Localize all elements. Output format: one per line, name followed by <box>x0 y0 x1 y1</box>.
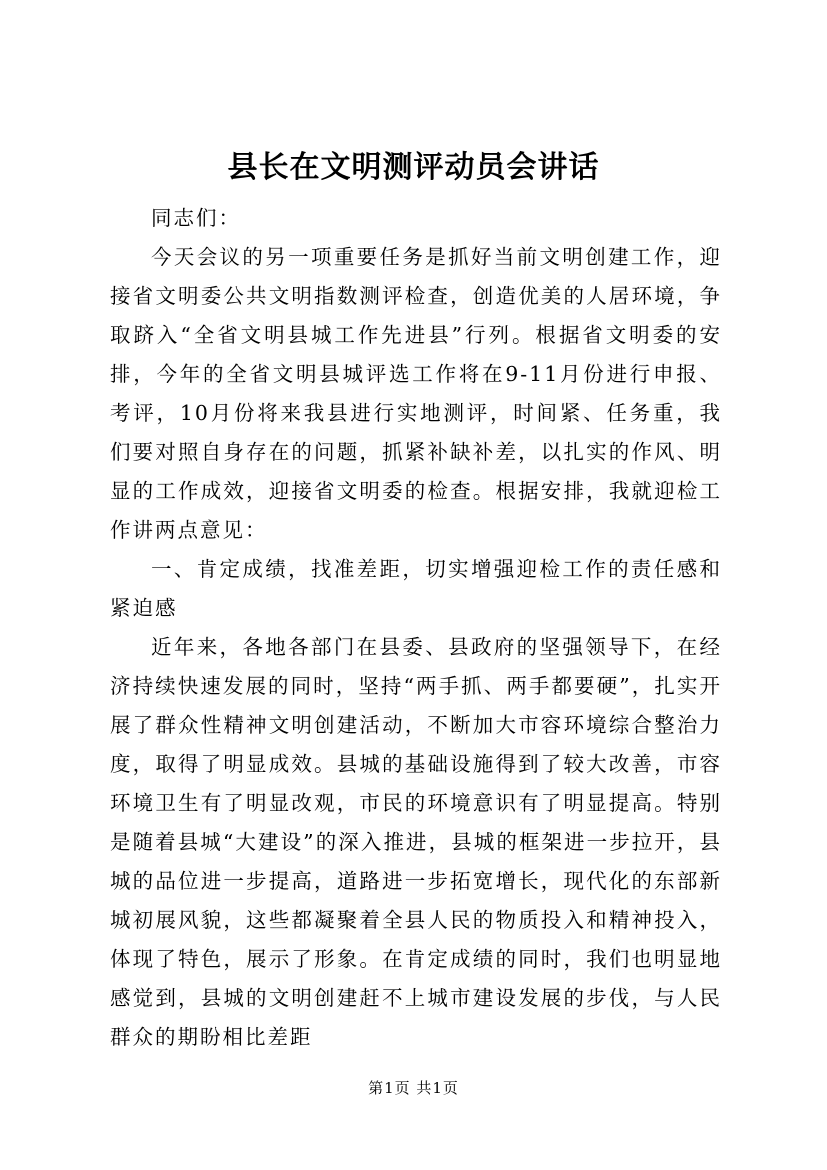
greeting: 同志们： <box>151 206 241 230</box>
document-title: 县长在文明测评动员会讲话 <box>227 150 600 185</box>
paragraph-2: 近年来，各地各部门在县委、县政府的坚强领导下，在经济持续快速发展的同时，坚持“两手抓、两手都要硬”，扎实开展了群众性精神文明创建活动，不断加大市容环境综合整治力度，取得了明显成效。县城的基础设施得到了较大改善，市容环境卫生有了明显改观，市民的环境意识有了明显提高。特别是随着县城“大建设”的深入推进，县城的框架进一步拉开，县城的品位进一步提高，道路进一步拓宽增长，现代化的东部新城初展风貌，这些都凝聚着全县人民的物质投入和精神投入，体现了特色，展示了形象。在肯定成绩的同时，我们也明显地感觉到，县城的文明创建赶不上城市建设发展的步伐，与人民群众的期盼相比差距 <box>110 635 722 1049</box>
paragraph-1: 今天会议的另一项重要任务是抓好当前文明创建工作，迎接省文明委公共文明指数测评检查，创造优美的人居环境，争取跻入“全省文明县城工作先进县”行列。根据省文明委的安排，今年的全省文明县城评选工作将在9-11月份进行申报、考评，10月份将来我县进行实地测评，时间紧、任务重，我们要对照自身存在的问题，抓紧补缺补差，以扎实的作风、明显的工作成效，迎接省文明委的检查。根据安排，我就迎检工作讲两点意见： <box>110 245 722 542</box>
page-footer: 第1页 共1页 <box>368 1079 459 1097</box>
document-body <box>110 199 722 1057</box>
section-heading-1: 一、肯定成绩，找准差距，切实增强迎检工作的责任感和紧迫感 <box>110 557 722 620</box>
